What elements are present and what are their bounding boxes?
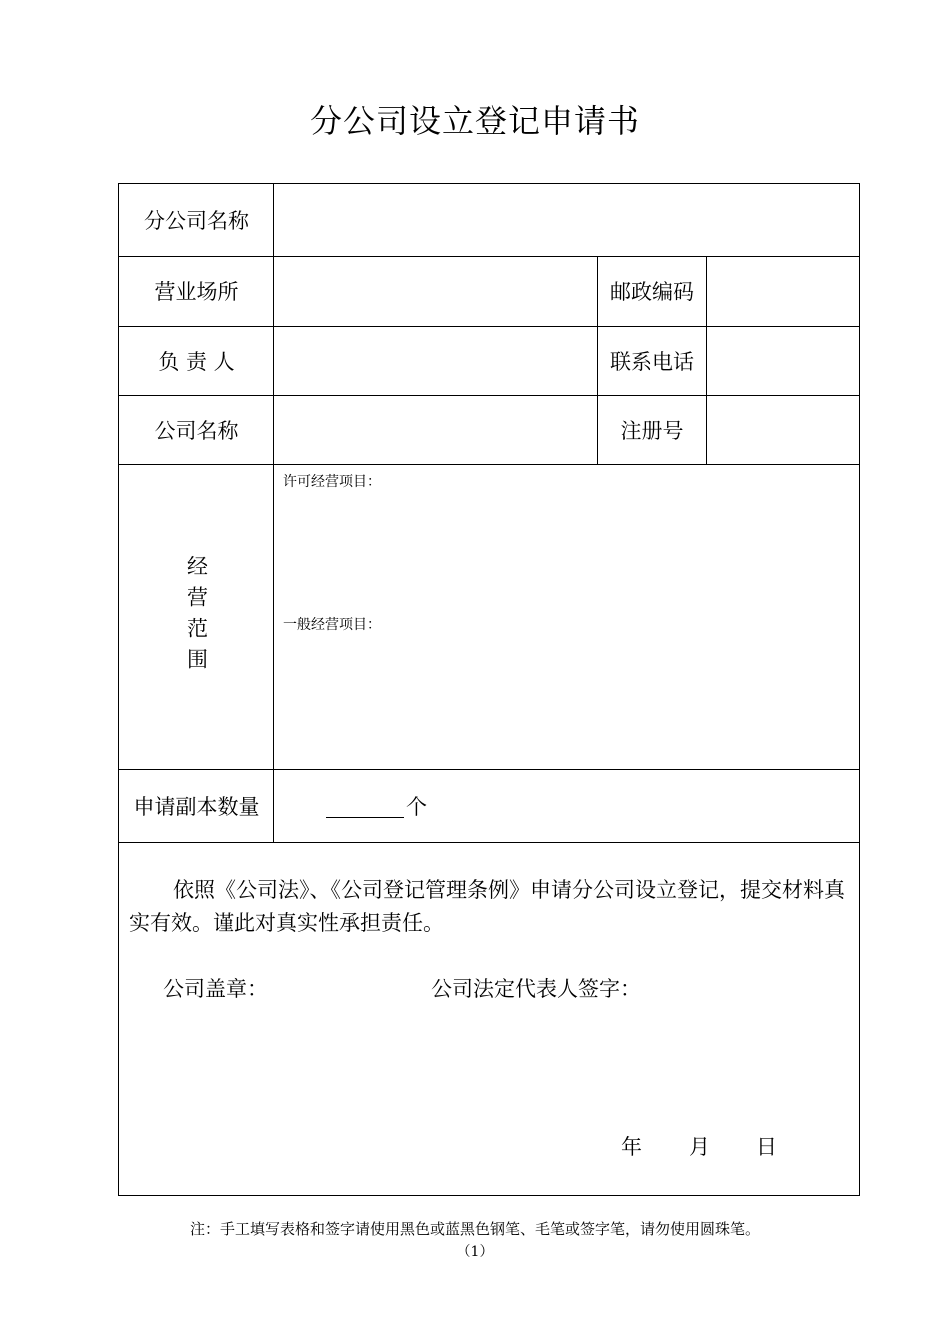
signature-area[interactable]	[431, 1006, 831, 1126]
page-number: （1）	[456, 1244, 494, 1260]
postal-code-label: 邮政编码	[610, 280, 694, 304]
general-items-label: 一般经营项目：	[283, 617, 381, 633]
business-place-label: 营业场所	[154, 280, 239, 304]
copies-label: 申请副本数量	[133, 795, 260, 819]
responsible-person-label: 负 责 人	[158, 349, 235, 374]
month-label: 月	[689, 1135, 710, 1159]
day-label: 日	[756, 1135, 777, 1159]
registration-number-field[interactable]	[707, 395, 859, 464]
declaration-text: 依照《公司法》、《公司登记管理条例》申请分公司设立登记，提交材料真实有效。谨此对真实性承担责任。	[129, 878, 845, 935]
footnote: 注：手工填写表格和签字请使用黑色或蓝黑色钢笔、毛笔或签字笔，请勿使用圆珠笔。	[189, 1220, 760, 1238]
copies-blank[interactable]	[326, 795, 404, 818]
registration-number-label: 注册号	[620, 418, 684, 443]
company-name-label: 公司名称	[154, 418, 239, 443]
page-title: 分公司设立登记申请书	[309, 102, 640, 140]
business-scope-label-text: 经营范围	[184, 555, 209, 679]
application-form	[118, 183, 860, 1196]
branch-name-label: 分公司名称	[144, 209, 249, 233]
copies-unit: 个	[406, 795, 427, 819]
copies-field[interactable]	[326, 770, 427, 842]
company-seal-area[interactable]	[139, 1006, 399, 1126]
general-items-field[interactable]	[277, 632, 855, 764]
business-place-field[interactable]	[274, 256, 597, 326]
licensed-items-field[interactable]	[277, 489, 855, 609]
business-scope-label	[119, 465, 274, 769]
branch-name-field[interactable]	[274, 184, 859, 256]
postal-code-field[interactable]	[707, 256, 859, 326]
year-label: 年	[621, 1135, 642, 1159]
contact-phone-field[interactable]	[707, 326, 859, 395]
company-seal-label: 公司盖章：	[163, 977, 268, 1001]
contact-phone-label: 联系电话	[610, 349, 694, 374]
responsible-person-field[interactable]	[274, 326, 597, 395]
company-name-field[interactable]	[274, 395, 597, 464]
legal-rep-signature-label: 公司法定代表人签字：	[431, 977, 641, 1001]
licensed-items-label: 许可经营项目：	[283, 474, 381, 490]
row-divider	[119, 842, 859, 843]
